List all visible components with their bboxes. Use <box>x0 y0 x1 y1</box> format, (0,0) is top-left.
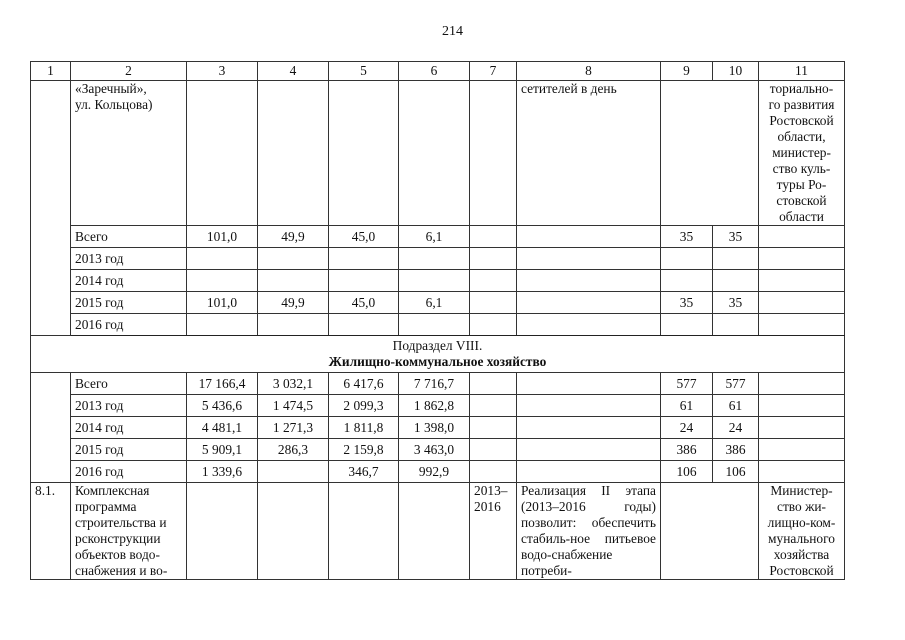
value-cell: 1 811,8 <box>329 417 399 439</box>
cell <box>470 439 517 461</box>
cell <box>187 81 258 226</box>
value-cell: 1 862,8 <box>399 395 470 417</box>
value-cell: 35 <box>713 292 759 314</box>
value-cell <box>258 270 329 292</box>
value-cell: 6 417,6 <box>329 373 399 395</box>
section-header-row <box>31 336 845 373</box>
section-subtitle: Подраздел VIII. <box>392 338 483 353</box>
value-cell: 2 159,8 <box>329 439 399 461</box>
value-cell: 61 <box>661 395 713 417</box>
header-cell: 2 <box>71 62 187 81</box>
cell <box>470 248 517 270</box>
cell <box>759 439 845 461</box>
row-label: 2016 год <box>71 314 187 336</box>
item-number-cell <box>31 81 71 336</box>
value-cell: 5 436,6 <box>187 395 258 417</box>
value-cell <box>187 248 258 270</box>
value-cell: 1 339,6 <box>187 461 258 483</box>
cell <box>470 81 517 226</box>
value-cell: 35 <box>661 226 713 248</box>
value-cell: 5 909,1 <box>187 439 258 461</box>
cell <box>661 483 759 580</box>
cell <box>329 81 399 226</box>
table-row <box>31 270 845 292</box>
header-cell: 7 <box>470 62 517 81</box>
cell <box>661 81 759 226</box>
value-cell <box>661 270 713 292</box>
cell <box>759 226 845 248</box>
value-cell: 101,0 <box>187 226 258 248</box>
continuation-row <box>31 81 845 226</box>
value-cell: 61 <box>713 395 759 417</box>
value-cell: 45,0 <box>329 226 399 248</box>
object-name-cell: «Заречный», ул. Кольцова) <box>71 81 187 226</box>
cell <box>517 461 661 483</box>
value-cell: 346,7 <box>329 461 399 483</box>
value-cell: 1 474,5 <box>258 395 329 417</box>
value-cell <box>329 248 399 270</box>
table-row <box>31 373 845 395</box>
row-label: 2014 год <box>71 417 187 439</box>
cell <box>187 483 258 580</box>
cell <box>759 461 845 483</box>
value-cell <box>258 461 329 483</box>
value-cell: 386 <box>713 439 759 461</box>
row-label: 2015 год <box>71 439 187 461</box>
cell <box>258 483 329 580</box>
value-cell: 4 481,1 <box>187 417 258 439</box>
header-cell: 10 <box>713 62 759 81</box>
cell <box>759 314 845 336</box>
header-cell: 8 <box>517 62 661 81</box>
table-row <box>31 314 845 336</box>
value-cell: 6,1 <box>399 226 470 248</box>
value-cell: 577 <box>661 373 713 395</box>
value-cell: 992,9 <box>399 461 470 483</box>
value-cell: 49,9 <box>258 226 329 248</box>
table-row <box>31 248 845 270</box>
cell <box>470 417 517 439</box>
row-label: 2013 год <box>71 395 187 417</box>
value-cell: 45,0 <box>329 292 399 314</box>
cell <box>759 248 845 270</box>
value-cell: 3 463,0 <box>399 439 470 461</box>
value-cell: 577 <box>713 373 759 395</box>
cell <box>470 292 517 314</box>
row-label: 2014 год <box>71 270 187 292</box>
row-label: 2013 год <box>71 248 187 270</box>
cell <box>759 292 845 314</box>
value-cell: 7 716,7 <box>399 373 470 395</box>
item-name: Комплексная программа строительства и рсконструкции объектов водо- снабжения и во- <box>71 483 187 580</box>
header-cell: 6 <box>399 62 470 81</box>
table-row <box>31 439 845 461</box>
row-label: Всего <box>71 226 187 248</box>
header-cell: 9 <box>661 62 713 81</box>
cell <box>470 373 517 395</box>
row-label: 2016 год <box>71 461 187 483</box>
section-title: Жилищно-коммунальное хозяйство <box>328 354 547 369</box>
cell <box>517 417 661 439</box>
cell <box>470 395 517 417</box>
value-cell: 106 <box>661 461 713 483</box>
table-row <box>31 226 845 248</box>
value-cell <box>713 270 759 292</box>
table-row <box>31 395 845 417</box>
cell <box>399 81 470 226</box>
value-cell: 17 166,4 <box>187 373 258 395</box>
cell <box>470 314 517 336</box>
item-number-cell <box>31 373 71 483</box>
cell <box>470 461 517 483</box>
cell <box>517 373 661 395</box>
value-cell: 1 271,3 <box>258 417 329 439</box>
value-cell <box>399 314 470 336</box>
cell <box>759 417 845 439</box>
value-cell <box>661 314 713 336</box>
value-cell: 24 <box>713 417 759 439</box>
value-cell <box>399 248 470 270</box>
cell <box>329 483 399 580</box>
value-cell: 1 398,0 <box>399 417 470 439</box>
cell <box>517 314 661 336</box>
table-row <box>31 292 845 314</box>
item-responsible: Министер- ство жи- лищно-ком- мунального хозяйства Ростовской <box>759 483 845 580</box>
value-cell: 6,1 <box>399 292 470 314</box>
cell <box>517 439 661 461</box>
value-cell: 286,3 <box>258 439 329 461</box>
header-cell: 11 <box>759 62 845 81</box>
value-cell: 35 <box>713 226 759 248</box>
header-cell: 3 <box>187 62 258 81</box>
section-header <box>31 336 845 373</box>
value-cell: 24 <box>661 417 713 439</box>
value-cell <box>187 314 258 336</box>
item-row <box>31 483 845 580</box>
header-cell: 1 <box>31 62 71 81</box>
cell <box>470 270 517 292</box>
value-cell: 2 099,3 <box>329 395 399 417</box>
value-cell <box>661 248 713 270</box>
row-label: Всего <box>71 373 187 395</box>
value-cell: 106 <box>713 461 759 483</box>
program-table <box>30 61 845 580</box>
item-period: 2013– 2016 <box>470 483 517 580</box>
cell <box>759 270 845 292</box>
cell <box>517 395 661 417</box>
cell <box>517 292 661 314</box>
value-cell: 386 <box>661 439 713 461</box>
row-label: 2015 год <box>71 292 187 314</box>
cell <box>258 81 329 226</box>
item-number: 8.1. <box>31 483 71 580</box>
item-result: Реализация II этапа (2013–2016 годы) позволит: обеспечить стабиль-ное питьевое водо-снабжение потреби- <box>517 483 661 580</box>
value-cell <box>258 248 329 270</box>
value-cell <box>187 270 258 292</box>
cell <box>517 270 661 292</box>
cell <box>470 226 517 248</box>
value-cell <box>258 314 329 336</box>
value-cell <box>713 314 759 336</box>
responsible-cell: ториально- го развития Ростовской области, министер- ство куль- туры Ро- стовской области <box>759 81 845 226</box>
cell <box>517 248 661 270</box>
result-cell: сетителей в день <box>517 81 661 226</box>
table-row <box>31 461 845 483</box>
value-cell: 3 032,1 <box>258 373 329 395</box>
value-cell: 101,0 <box>187 292 258 314</box>
cell <box>759 373 845 395</box>
header-cell: 5 <box>329 62 399 81</box>
table-row <box>31 417 845 439</box>
column-number-row <box>31 62 845 81</box>
value-cell: 35 <box>661 292 713 314</box>
value-cell <box>399 270 470 292</box>
cell <box>399 483 470 580</box>
cell <box>517 226 661 248</box>
value-cell <box>329 314 399 336</box>
value-cell <box>713 248 759 270</box>
header-cell: 4 <box>258 62 329 81</box>
value-cell: 49,9 <box>258 292 329 314</box>
page-number: 214 <box>442 24 463 39</box>
cell <box>759 395 845 417</box>
value-cell <box>329 270 399 292</box>
